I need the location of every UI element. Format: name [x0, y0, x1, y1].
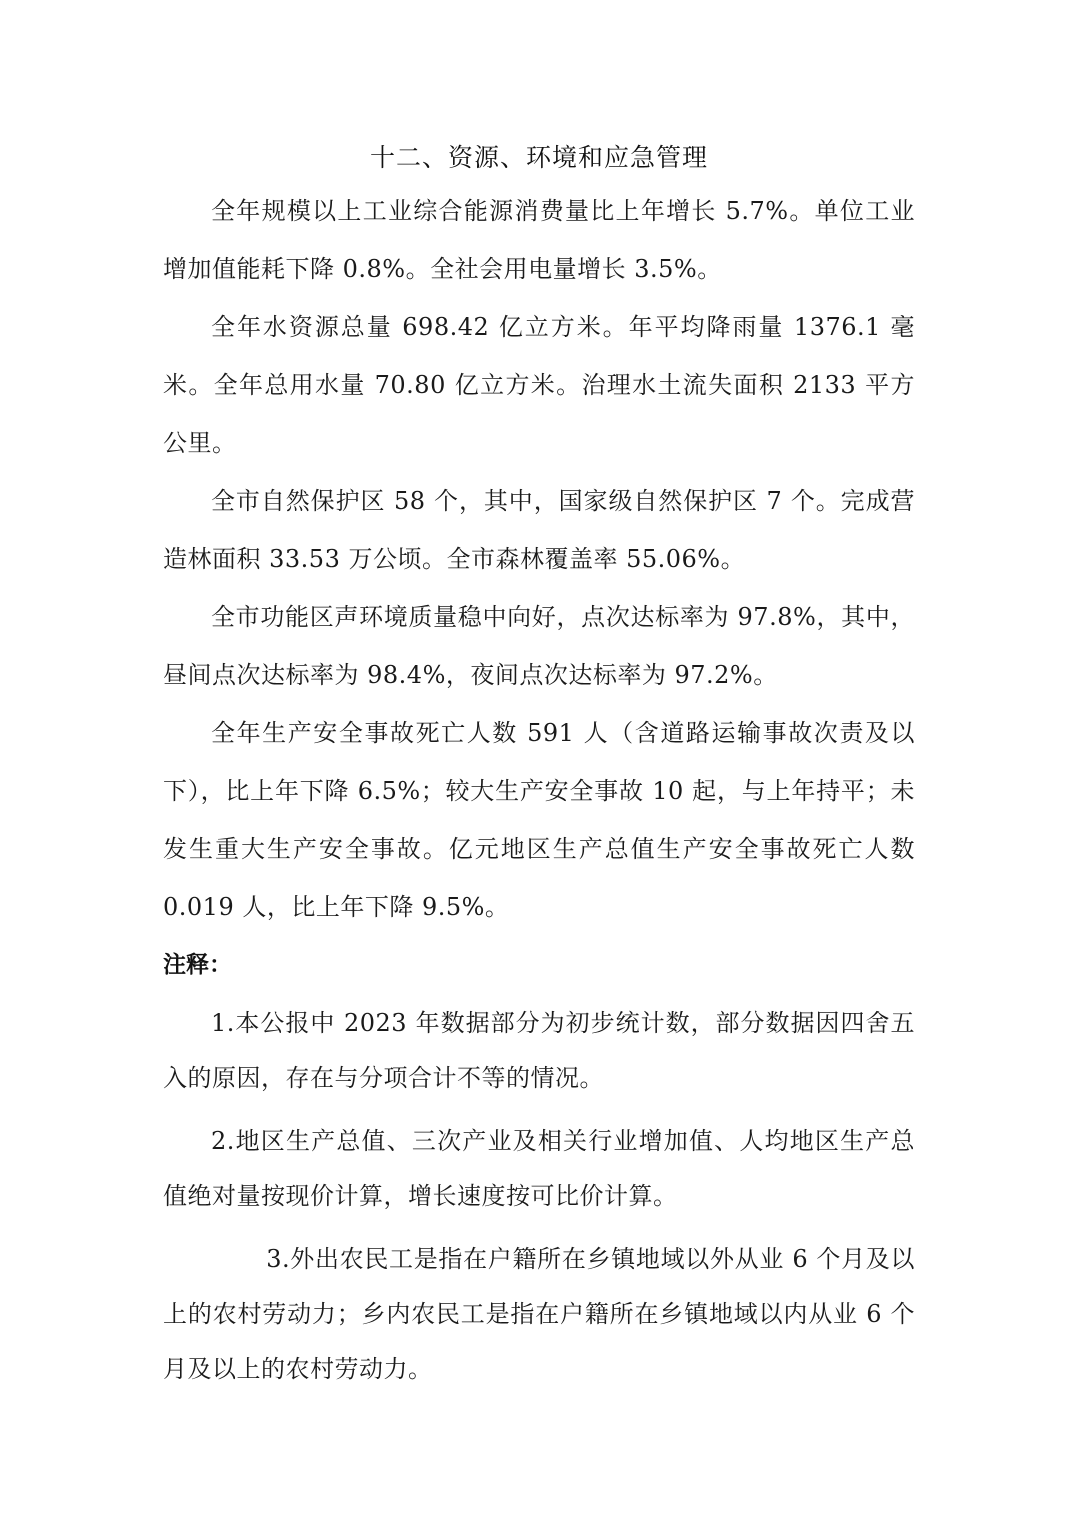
section-title: 十二、资源、环境和应急管理: [369, 143, 708, 172]
note-3: 3.外出农民工是指在户籍所在乡镇地域以外从业 6 个月及以上的农村劳动力；乡内农民工是指在户籍所在乡镇地域以内从业 6 个月及以上的农村劳动力。: [163, 1245, 915, 1383]
paragraph-noise: 全市功能区声环境质量稳中向好，点次达标率为 97.8%，其中，昼间点次达标率为 98.4%，夜间点次达标率为 97.2%。: [163, 603, 915, 689]
note-2: 2.地区生产总值、三次产业及相关行业增加值、人均地区生产总值绝对量按现价计算，增长速度按可比价计算。: [163, 1127, 915, 1210]
paragraph-water: 全年水资源总量 698.42 亿立方米。年平均降雨量 1376.1 毫米。全年总用水量 70.80 亿立方米。治理水土流失面积 2133 平方公里。: [163, 313, 915, 457]
note-1: 1.本公报中 2023 年数据部分为初步统计数，部分数据因四舍五入的原因，存在与分项合计不等的情况。: [163, 1009, 915, 1092]
paragraph-nature-reserves: 全市自然保护区 58 个，其中，国家级自然保护区 7 个。完成营造林面积 33.53 万公顷。全市森林覆盖率 55.06%。: [163, 487, 915, 573]
notes-heading: 注释：: [163, 952, 232, 978]
paragraph-energy: 全年规模以上工业综合能源消费量比上年增长 5.7%。单位工业增加值能耗下降 0.8%。全社会用电量增长 3.5%。: [163, 197, 915, 283]
document-body: [163, 138, 915, 1405]
paragraph-safety: 全年生产安全事故死亡人数 591 人（含道路运输事故次责及以下），比上年下降 6.5%；较大生产安全事故 10 起，与上年持平；未发生重大生产安全事故。亿元地区生产总值生产安全事故死亡人数 0.019 人，比上年下降 9.5%。: [163, 719, 915, 921]
